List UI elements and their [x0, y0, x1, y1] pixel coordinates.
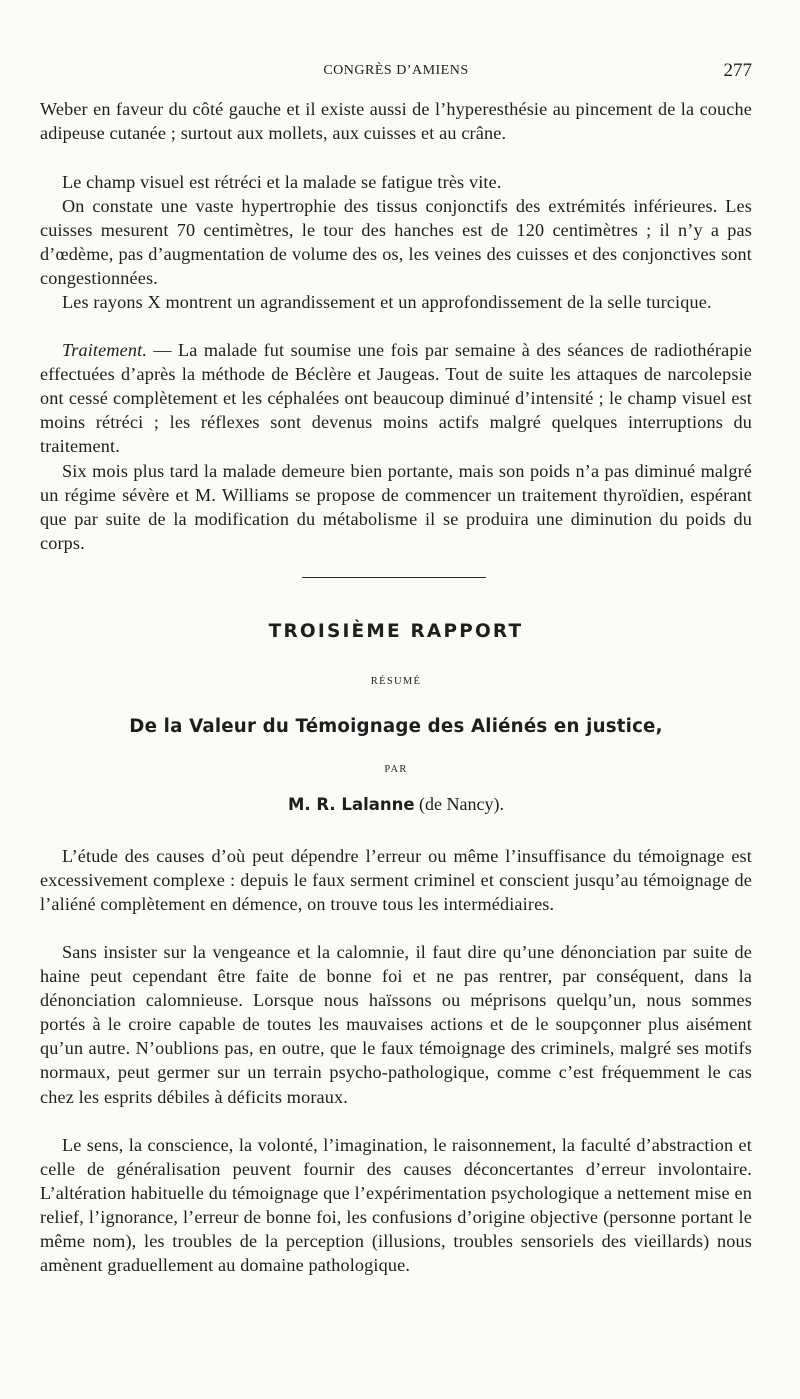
- case-paragraph-1: Weber en faveur du côté gauche et il existe aussi de l’hyperesthésie au pincement de la couche adipeuse cutanée ; surtout aux mollets, aux cuisses et au crâne.: [40, 99, 752, 144]
- running-head: [40, 60, 752, 82]
- case-paragraph-3: On constate une vaste hypertrophie des tissus conjonctifs des extrémités inférieures. Les cuisses mesurent 70 centimètres, le tour des hanches est de 120 centimètres ; il n’y a pas d’œdème, pas d’augmentation de volume des os, les veines des cuisses et des conjonctives sont congestionnées.: [40, 196, 752, 289]
- report-paragraph-1: L’étude des causes d’où peut dépendre l’erreur ou même l’insuffisance du témoignage est excessivement complexe : depuis le faux serment criminel et conscient jusqu’au témoignage de l’aliéné complètement en démence, on trouve tous les intermédiaires.: [40, 846, 752, 915]
- running-title: CONGRÈS D’AMIENS: [323, 63, 469, 78]
- treatment-text: — La malade fut soumise une fois par semaine à des séances de radiothérapie effectuées d’après la méthode de Béclère et Jaugeas. Tout de suite les attaques de narcolepsie ont cessé complètement et les céphalées ont beaucoup diminué d’intensité ; le champ visuel est moins rétréci ; les réflexes sont devenus moins actifs malgré quelques interruptions du traitement.: [40, 340, 752, 457]
- report-paragraph-3: Le sens, la conscience, la volonté, l’imagination, le raisonnement, la faculté d’abstraction et celle de généralisation peuvent fournir des causes déconcertantes d’erreur involontaire. L’altération habituelle du témoignage que l’expérimentation psychologique a nettement mise en relief, l’ignorance, l’erreur de bonne foi, les confusions d’origine objective (personne portant le même nom), les troubles de la perception (illusions, troubles sensoriels des vieillards) nous amènent graduellement au domaine pathologique.: [40, 1135, 752, 1276]
- author-line: [40, 794, 752, 815]
- author-name: M. R. Lalanne: [287, 795, 415, 814]
- page-number: 277: [723, 60, 752, 81]
- report-title: De la Valeur du Témoignage des Aliénés en justice,: [129, 716, 663, 737]
- treatment-label: Traitement.: [62, 340, 148, 360]
- case-paragraph-2: Le champ visuel est rétréci et la malade se fatigue très vite.: [62, 172, 502, 192]
- report-paragraph-2: Sans insister sur la vengeance et la calomnie, il faut dire qu’une dénonciation par suite de haine peut cependant être faite de bonne foi et ne pas rentrer, par conséquent, dans la dénonciation calomnieuse. Lorsque nous haïssons ou méprisons quelqu’un, nous sommes portés à le croire capable de toutes les mauvaises actions et de le soupçonner plus aisément qu’un autre. N’oublions pas, en outre, que le faux témoignage des criminels, malgré ses motifs normaux, peut germer sur un terrain psycho-pathologique, comme c’est fréquemment le cas chez les esprits débiles à déficits moraux.: [40, 942, 752, 1107]
- section-title: TROISIÈME RAPPORT: [268, 621, 524, 642]
- case-paragraph-5: [40, 338, 752, 458]
- author-origin: (de Nancy).: [414, 794, 505, 814]
- section-divider: [302, 577, 486, 578]
- par-label: PAR: [384, 764, 408, 775]
- case-paragraph-6: Six mois plus tard la malade demeure bien portante, mais son poids n’a pas diminué malgré un régime sévère et M. Williams se propose de commencer un traitement thyroïdien, espérant que par suite de la modification du métabolisme il se produira une diminution du poids du corps.: [40, 461, 752, 554]
- resume-label: RÉSUMÉ: [370, 676, 422, 687]
- case-paragraph-4: Les rayons X montrent un agrandissement et un approfondissement de la selle turcique.: [62, 292, 712, 312]
